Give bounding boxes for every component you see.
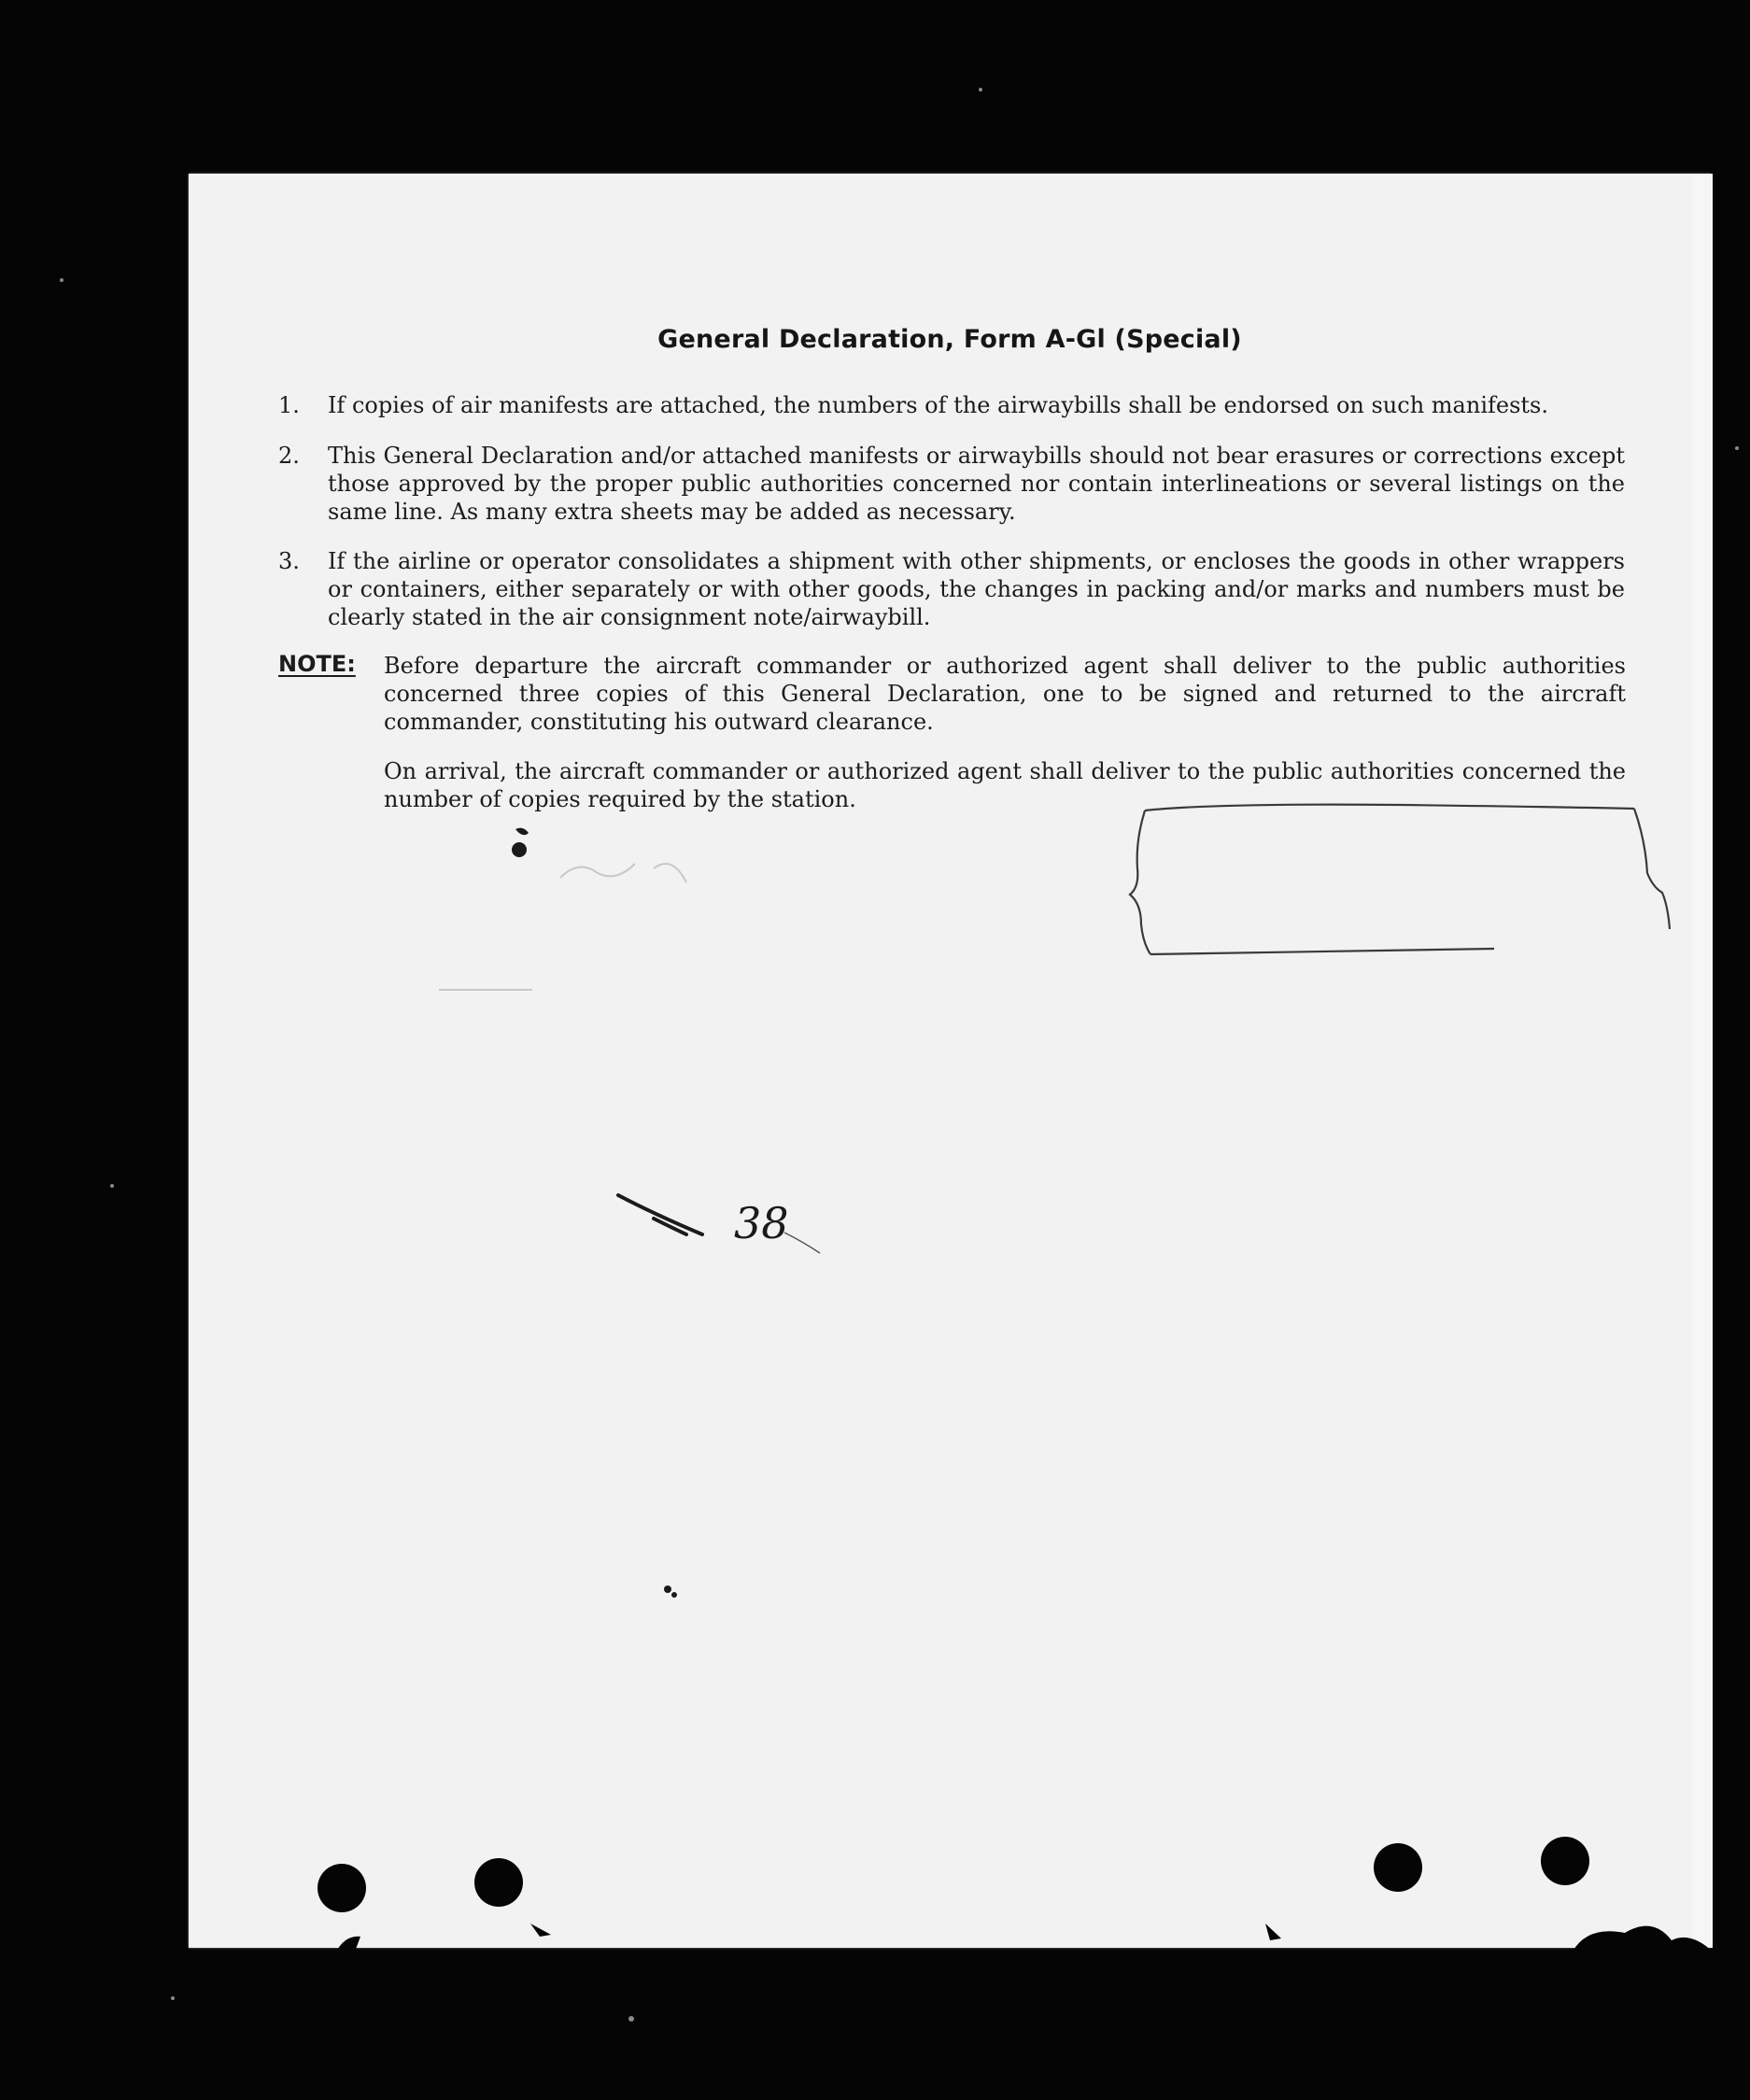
instruction-item-3: [278, 547, 1625, 631]
handwritten-number: 38: [734, 1198, 789, 1248]
item-text: If the airline or operator consolidates a shipment with other shipments, or encloses the goods in other wrappers or containers, either separately or with other goods, the changes in packing and/or marks and numbers must be clearly stated in the air consignment note/airwaybill.: [328, 548, 1625, 630]
instruction-item-2: [278, 442, 1625, 526]
note-label: NOTE:: [278, 651, 356, 677]
item-text: This General Declaration and/or attached manifests or airwaybills should not bear erasures or corrections except those approved by the proper public authorities concerned nor contain interlineations or several listings on the same line. As many extra sheets may be added as necessary.: [328, 443, 1625, 525]
item-number: 2.: [278, 443, 300, 469]
page-title: General Declaration, Form A-Gl (Special): [657, 325, 1242, 354]
item-number: 1.: [278, 392, 300, 418]
note-paragraph-1: Before departure the aircraft commander or authorized agent shall deliver to the public authorities concerned three copies of this General Declaration, one to be signed and returned to the aircraft commander, constituting his outward clearance.: [384, 653, 1626, 735]
note-paragraph-2: On arrival, the aircraft commander or authorized agent shall deliver to the public authorities concerned the number of copies required by the station.: [384, 758, 1626, 812]
document-page: [189, 174, 1711, 1948]
item-text: If copies of air manifests are attached, the numbers of the airwaybills shall be endorsed on such manifests.: [328, 392, 1548, 418]
page-edge: [1692, 174, 1713, 1948]
instruction-item-1: [278, 391, 1625, 419]
item-number: 3.: [278, 548, 300, 574]
